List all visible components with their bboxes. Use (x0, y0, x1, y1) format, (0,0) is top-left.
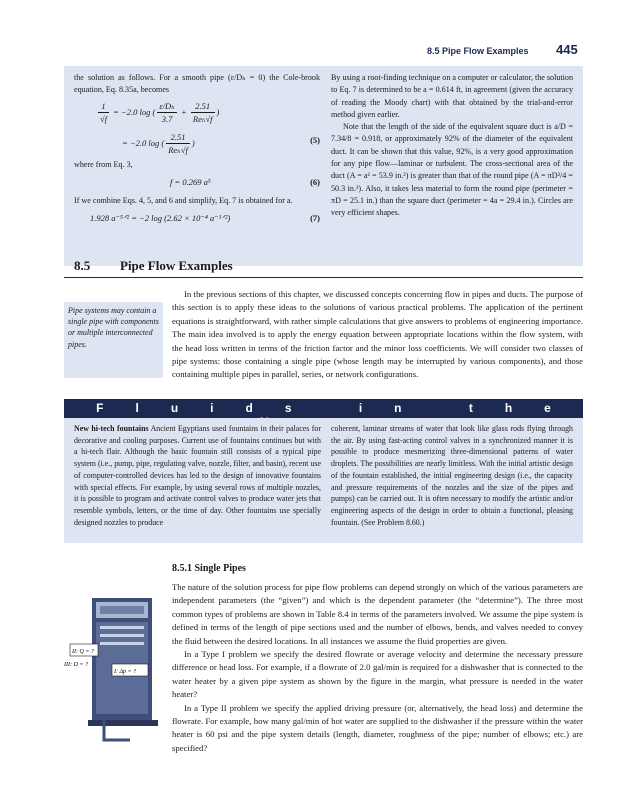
figure-label-d: III: D = ? (64, 662, 88, 668)
margin-note: Pipe systems may contain a single pipe with components or multiple interconnected pipes. (64, 302, 163, 378)
news-headline: New hi-tech fountains (74, 424, 149, 433)
figure-label-dp: I: Δp = ? (114, 669, 137, 675)
equation-7: 1.928 a⁻⁵ᐟ² = −2 log (2.62 × 10⁻⁴ a⁻¹ᐟ²) (7) (90, 213, 320, 224)
figure-label-q: II: Q = ? (72, 649, 94, 655)
solution-right-column (331, 72, 573, 220)
solution-left-column (74, 72, 320, 231)
equation-5: = −2.0 log ( $\frac{2.51}{\text{Reₕ√f}}$ ) (5) (122, 131, 320, 155)
body-paragraph: The nature of the solution process for pipe flow problems can depend strongly on which of the various parameters are independent parameters (the “given”) and which is the dependent parameter (the “determine”). The three most common types of problems are shown in Table 8.4 in terms of the parameters involved. We assume the pipe system is defined in terms of the length of pipe sections used and the number of elbows, bends, and valves needed to convey the fluid between the desired locations. In all instances we assume the fluid properties are given. (172, 582, 583, 646)
page-number: 445 (556, 42, 578, 57)
equation-number: (6) (310, 176, 320, 187)
running-head-section: 8.5 Pipe Flow Examples (427, 46, 529, 56)
body-paragraph: In a Type II problem we specify the applied driving pressure (or, alternatively, the head loss) and determine the flowrate. For example, how many gal/min of hot water are supplied to the dishwasher if the pressure within the water heater is 60 psi and the pipe system details (length, diameter, roughness of the pipe; number of elbows; etc.) are specified? (172, 702, 583, 753)
intro-paragraph: In the previous sections of this chapter, we discussed concepts concerning flow in pipes and ducts. The purpose of this section is to apply these ideas to the solutions of various practical problems. The application of the pertinent equations is straightforward, with rather simple calculations that give answers to problems of engineering importance. The main idea involved is to apply the energy equation between appropriate locations within the flow system, with the head loss written in terms of the friction factor and the minor loss coefficients. We will consider two classes of pipe systems: those containing a single pipe (whose length may be interrupted by various components), and those containing multiple pipes in parallel, series, or network configurations. (172, 289, 583, 380)
equation-number: (5) (310, 134, 320, 145)
running-head (0, 40, 624, 60)
solution-paragraph: By using a root-finding technique on a computer or calculator, the solution to Eq. 7 is determined to be a = 0.614 ft, in agreement (given the accuracy of reading the Moody chart) with that obtained by the trial-and-error method given earlier. (331, 73, 573, 119)
combine-text: If we combine Eqs. 4, 5, and 6 and simplify, Eq. 7 is obtained for a. (74, 195, 293, 205)
news-banner-title: Fluids in the (96, 401, 583, 415)
body-paragraph: In a Type I problem we specify the desired flowrate or average velocity and determine the necessary pressure difference or head loss. For example, if a flowrate of 2.0 gal/min is required for a dishwasher that is connected to the water heater by a given pipe system as shown by the figure in the margin, what pressure is needed in the water heater? (172, 649, 583, 700)
equation-colebrook: $\frac{1}{√f}$ = −2.0 log ( $\frac{\text{ε/Dₕ}}{3.7}$ + $\frac{2.51}{\text{Reₕ√f}}$ ) (100, 100, 220, 124)
section-heading (64, 256, 583, 278)
equation-number: (7) (310, 213, 320, 224)
equation-6: f = 0.269 a⁵ (6) (170, 176, 320, 187)
solution-paragraph: Note that the length of the side of the equivalent square duct is a/D = 7.34/8 = 0.918, or approximately 92% of the diameter of the equivalent duct. It can be shown that this value, 92%, is a very good approximation for any pipe flow—laminar or turbulent. The cross-sectional area of the duct (A = a² = 53.9 in.²) is greater than that of the round pipe (A = πD²/4 = 50.3 in.²). Also, it takes less material to form the round pipe (perimeter = πD = 25.1 in.) than the square duct (perimeter = 4a = 29.4 in.). Circles are very efficient shapes. (331, 122, 573, 218)
single-pipes-text (172, 581, 583, 755)
subsection-title: 8.5.1 Single Pipes (172, 563, 246, 574)
section-title: Pipe Flow Examples (120, 258, 233, 273)
section-number: 8.5 (74, 258, 91, 273)
solution-paragraph: the solution as follows. For a smooth pipe (ε/Dₕ = 0) the Cole-brook equation, Eq. 8.35a, becomes (74, 73, 320, 95)
where-text: where from Eq. 3, (74, 159, 133, 169)
dishwasher-figure (64, 598, 164, 758)
news-banner (64, 399, 583, 418)
dishwasher-illustration (64, 598, 164, 758)
news-right-column: coherent, laminar streams of water that look like glass rods flying through the air. By using fast-acting control valves in a synchronized manner it is possible to produce mesmerizing three-dimensional patterns of water droplets. The possibilities are nearly limitless. With the initial artistic design of the fountain established, the initial engineering design (i.e., the capacity and pressure requirements of the nozzles and the size of the pipes and pumps) can be carried out. It is often necessary to modify the artistic and/or engineering aspects of the design in order to obtain a functional, pleasing fountain. (See Problem 8.60.) (331, 424, 573, 527)
news-left-column: New hi-tech fountains Ancient Egyptians used fountains in their palaces for decorative and cooling purposes. Current use of fountains continues but with a hi-tech flair. Although the basic fountain still consists of a typical pipe system (i.e., pump, pipe, regulating valve, nozzle, filter, and basin), recent use of computer-controlled devices has led to the design of innovative fountains with special effects. For example, by using several rows of multiple nozzles, it is possible to program and activate control valves to produce water jets that resemble symbols, letters, or the time of day. Other fountains use specially designed nozzles to produce (74, 424, 321, 527)
